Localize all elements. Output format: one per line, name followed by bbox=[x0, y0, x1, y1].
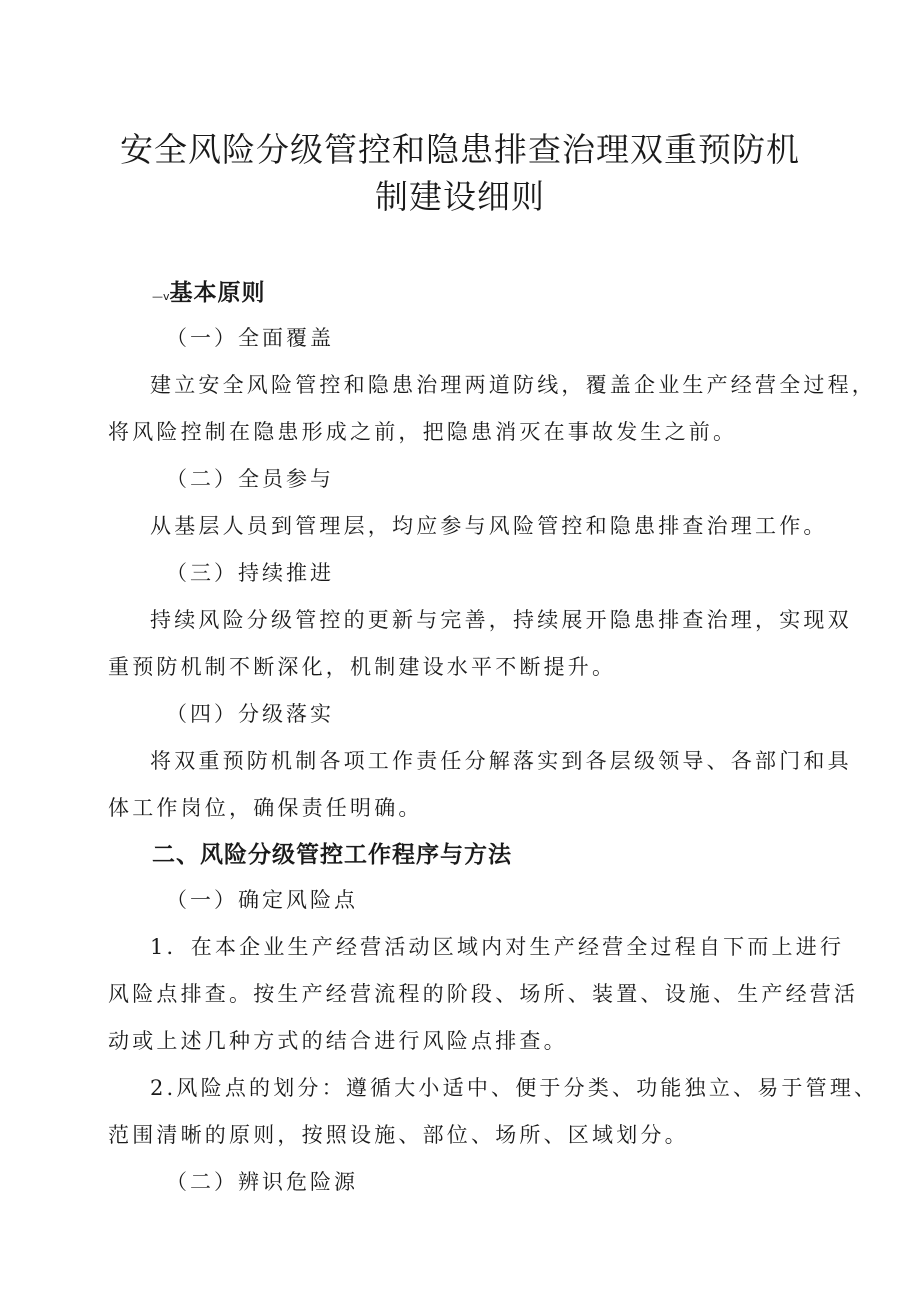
subsection-2-2-heading: （二）辨识危险源 bbox=[166, 1170, 358, 1194]
subsection-1-1-heading: （一）全面覆盖 bbox=[166, 326, 334, 350]
paragraph-line: 2.风险点的划分：遵循大小适中、便于分类、功能独立、易于管理、 bbox=[150, 1076, 879, 1100]
document-title-line-1: 安全风险分级管控和隐患排查治理双重预防机 bbox=[120, 130, 800, 169]
subsection-1-4-heading: （四）分级落实 bbox=[166, 702, 334, 726]
subsection-1-3-heading: （三）持续推进 bbox=[166, 561, 334, 585]
section-2-heading: 二、风险分级管控工作程序与方法 bbox=[152, 842, 512, 868]
section-1-heading-text: 基本原则 bbox=[169, 280, 266, 306]
section-1-heading bbox=[152, 274, 266, 307]
paragraph-line: 风险点排查。按生产经营流程的阶段、场所、装置、设施、生产经营活 bbox=[108, 982, 859, 1006]
paragraph-line: 将风险控制在隐患形成之前，把隐患消灭在事故发生之前。 bbox=[108, 420, 738, 444]
paragraph-line: 从基层人员到管理层，均应参与风险管控和隐患排查治理工作。 bbox=[150, 514, 828, 538]
paragraph-line: 建立安全风险管控和隐患治理两道防线，覆盖企业生产经营全过程， bbox=[150, 373, 876, 397]
document-title-line-2: 制建设细则 bbox=[375, 177, 545, 216]
paragraph-line: 重预防机制不断深化，机制建设水平不断提升。 bbox=[108, 655, 617, 679]
paragraph-line: 体工作岗位，确保责任明确。 bbox=[108, 796, 423, 820]
subsection-1-2-heading: （二）全员参与 bbox=[166, 467, 334, 491]
paragraph-line: 范围清晰的原则，按照设施、部位、场所、区域划分。 bbox=[108, 1123, 689, 1147]
paragraph-line: 动或上述几种方式的结合进行风险点排查。 bbox=[108, 1029, 568, 1053]
section-1-marker: —v bbox=[152, 290, 170, 303]
paragraph-line: 持续风险分级管控的更新与完善，持续展开隐患排查治理，实现双 bbox=[150, 608, 852, 632]
subsection-2-1-heading: （一）确定风险点 bbox=[166, 888, 358, 912]
paragraph-line: 1．在本企业生产经营活动区域内对生产经营全过程自下而上进行 bbox=[150, 935, 845, 959]
paragraph-line: 将双重预防机制各项工作责任分解落实到各层级领导、各部门和具 bbox=[150, 749, 852, 773]
